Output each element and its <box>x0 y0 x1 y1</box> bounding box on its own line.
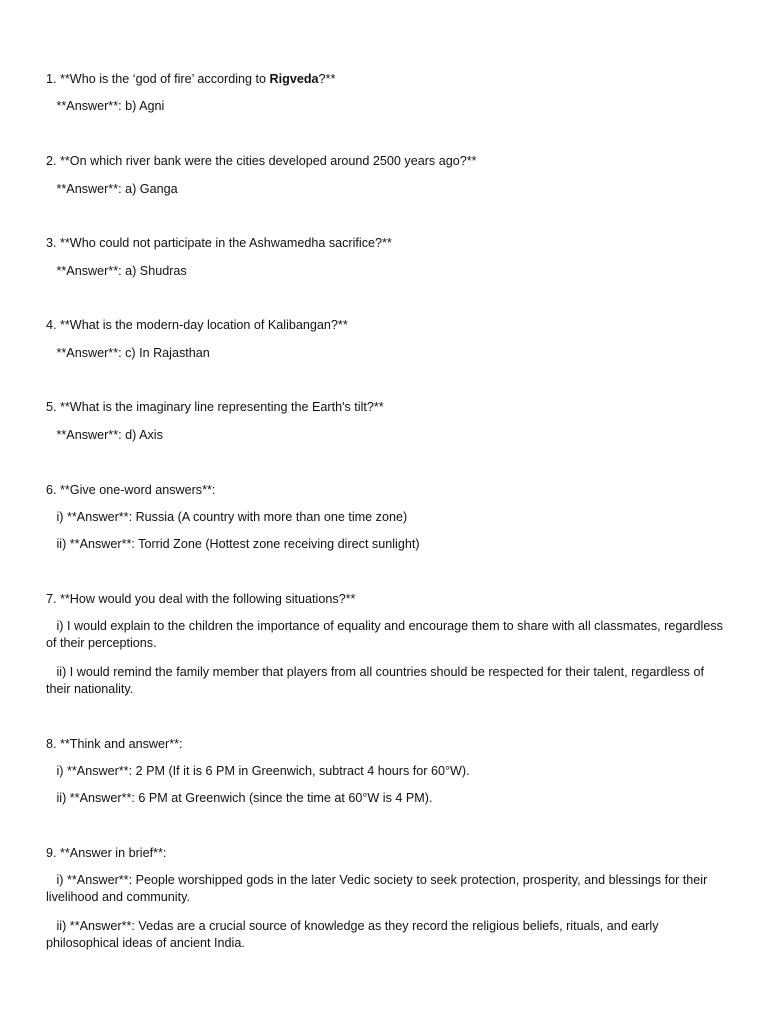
answer-6-part-i: i) **Answer**: Russia (A country with more than one time zone) <box>46 510 408 524</box>
answer-6-part-ii: ii) **Answer**: Torrid Zone (Hottest zone receiving direct sunlight) <box>46 537 420 551</box>
answer-9-part-ii: ii) **Answer**: Vedas are a crucial source of knowledge as they record the religious beliefs, rituals, and early philosophical ideas of ancient India. <box>46 919 663 950</box>
question-1 <box>46 71 726 88</box>
question-4: 4. **What is the modern-day location of Kalibangan?** <box>46 318 348 332</box>
answer-8-part-ii: ii) **Answer**: 6 PM at Greenwich (since the time at 60°W is 4 PM). <box>46 791 433 805</box>
question-6: 6. **Give one-word answers**: <box>46 483 216 497</box>
question-9: 9. **Answer in brief**: <box>46 846 167 860</box>
answer-3: **Answer**: a) Shudras <box>46 264 187 278</box>
answer-8-part-i: i) **Answer**: 2 PM (If it is 6 PM in Greenwich, subtract 4 hours for 60°W). <box>46 764 470 778</box>
question-3: 3. **Who could not participate in the Ashwamedha sacrifice?** <box>46 236 392 250</box>
answer-7-part-ii: ii) I would remind the family member that players from all countries should be respected for their talent, regardless of their nationality. <box>46 665 708 696</box>
question-7: 7. **How would you deal with the following situations?** <box>46 592 356 606</box>
question-2: 2. **On which river bank were the cities developed around 2500 years ago?** <box>46 154 477 168</box>
question-1-suffix: ?** <box>318 72 336 86</box>
question-8: 8. **Think and answer**: <box>46 737 183 751</box>
question-5: 5. **What is the imaginary line representing the Earth's tilt?** <box>46 400 384 414</box>
question-1-bold: Rigveda <box>269 72 319 86</box>
answer-7-part-i: i) I would explain to the children the importance of equality and encourage them to share with all classmates, regardless of their perceptions. <box>46 619 727 650</box>
answer-2: **Answer**: a) Ganga <box>46 182 178 196</box>
answer-5: **Answer**: d) Axis <box>46 428 163 442</box>
answer-1: **Answer**: b) Agni <box>46 99 165 113</box>
answer-9-part-i: i) **Answer**: People worshipped gods in the later Vedic society to seek protection, prosperity, and blessings for their livelihood and community. <box>46 873 711 904</box>
question-1-prefix: 1. **Who is the ‘god of fire’ according to <box>46 72 270 86</box>
answer-4: **Answer**: c) In Rajasthan <box>46 346 210 360</box>
